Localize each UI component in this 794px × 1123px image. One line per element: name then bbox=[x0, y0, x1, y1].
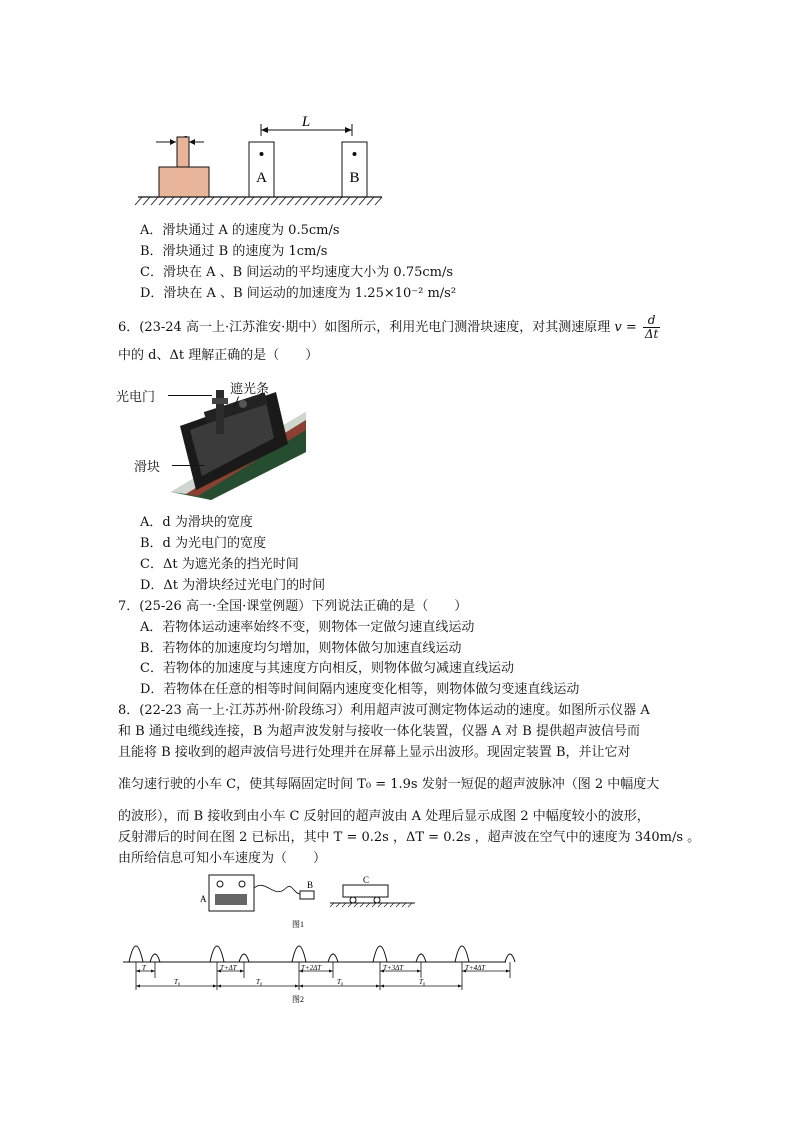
device-b bbox=[300, 891, 314, 899]
delay-label-4: T+3ΔT bbox=[383, 964, 404, 972]
period-label-3: T₀ bbox=[337, 978, 344, 986]
q5-option-d: D．滑块在 A 、B 间运动的加速度为 1.25×10⁻² m/s² bbox=[140, 286, 457, 301]
q6-formula-num: d bbox=[643, 314, 661, 328]
q6-option-b: B．d 为光电门的宽度 bbox=[140, 536, 267, 551]
fig2-caption: 图2 bbox=[292, 995, 304, 1004]
photo-label-slider: 滑块 bbox=[134, 460, 161, 475]
q8-figure-1 bbox=[200, 872, 430, 932]
delay-label-2: T+ΔT bbox=[220, 964, 237, 972]
q5-option-b: B．滑块通过 B 的速度为 1cm/s bbox=[140, 244, 328, 259]
q5-option-c: C．滑块在 A 、B 间运动的平均速度大小为 0.75cm/s bbox=[140, 265, 454, 280]
q6-option-a: A．d 为滑块的宽度 bbox=[140, 515, 253, 530]
period-label-4: T₀ bbox=[419, 978, 426, 986]
q8-line-2: 和 B 通过电缆线连接，B 为超声波发射与接收一体化装置，仪器 A 对 B 提供超声波信号而 bbox=[118, 724, 640, 739]
q8-line-4: 准匀速行驶的小车 C，使其每隔固定时间 T₀ = 1.9s 发射一短促的超声波脉冲（图 2 中幅度大 bbox=[118, 777, 660, 792]
big-pulse-5 bbox=[455, 946, 469, 962]
q8-line-3: 且能将 B 接收到的超声波信号进行处理并在屏幕上显示出波形。现固定装置 B，并让它对 bbox=[118, 745, 631, 760]
photogate-figure bbox=[130, 108, 390, 212]
period-label-1: T₀ bbox=[174, 978, 181, 986]
small-pulse-1 bbox=[150, 954, 160, 962]
delay-label-3: T+2ΔT bbox=[301, 964, 322, 972]
q6-option-c: C．Δt 为遮光条的挡光时间 bbox=[140, 557, 299, 572]
slider-block bbox=[159, 167, 209, 197]
q8-line-1: 8．(22-23 高一上·江苏苏州·阶段练习）利用超声波可测定物体运动的速度。如图所示仪器 A bbox=[118, 703, 650, 718]
q6-formula bbox=[614, 313, 662, 341]
q6-stem-line1: 6．(23-24 高一上·江苏淮安·期中）如图所示，利用光电门测滑块速度，对其测速原理 bbox=[118, 320, 611, 335]
q6-formula-fraction bbox=[643, 314, 661, 341]
q7-option-c: C．若物体的加速度与其速度方向相反，则物体做匀减速直线运动 bbox=[140, 661, 514, 676]
gate-a-label: A bbox=[256, 170, 267, 186]
label-c: C bbox=[363, 875, 370, 885]
q8-line-7: 由所给信息可知小车速度为（ ） bbox=[118, 851, 327, 866]
fig1-caption: 图1 bbox=[292, 920, 304, 929]
label-L: L bbox=[301, 114, 311, 130]
photo-label-strip: 遮光条 bbox=[230, 382, 270, 397]
big-pulse-4 bbox=[373, 946, 387, 962]
q8-figure-2 bbox=[120, 934, 520, 1008]
q7-option-a: A．若物体运动速率始终不变，则物体一定做匀速直线运动 bbox=[140, 620, 475, 635]
q6-stem bbox=[118, 314, 662, 341]
small-pulse-5 bbox=[505, 954, 515, 962]
q6-formula-lhs: v = bbox=[614, 320, 637, 335]
q5-option-a: A．滑块通过 A 的速度为 0.5cm/s bbox=[140, 223, 340, 238]
period-label-2: T₀ bbox=[256, 978, 263, 986]
small-pulse-2 bbox=[239, 954, 249, 962]
small-pulse-3 bbox=[328, 954, 338, 962]
q6-stem-line2: 中的 d、Δt 理解正确的是（ ） bbox=[118, 348, 319, 363]
q7-option-d: D．若物体在任意的相等时间间隔内速度变化相等，则物体做匀变速直线运动 bbox=[140, 682, 580, 697]
q6-formula-den: Δt bbox=[644, 327, 659, 341]
delay-label-5: T+4ΔT bbox=[465, 964, 486, 972]
gate-b-label: B bbox=[349, 170, 360, 186]
small-pulse-4 bbox=[416, 954, 426, 962]
instrument-a bbox=[209, 875, 254, 911]
q6-option-d: D．Δt 为滑块经过光电门的时间 bbox=[140, 578, 326, 593]
big-pulse-1 bbox=[129, 946, 143, 962]
big-pulse-3 bbox=[292, 946, 306, 962]
q8-line-6: 反射滞后的时间在图 2 已标出，其中 T = 0.2s ，ΔT = 0.2s ，超声波在空气中的速度为 340m/s 。 bbox=[118, 830, 701, 845]
delay-label-1: T bbox=[142, 964, 146, 972]
q7-option-b: B．若物体的加速度均匀增加，则物体做匀加速直线运动 bbox=[140, 641, 462, 656]
photogate-photo bbox=[116, 372, 308, 502]
photo-label-gate: 光电门 bbox=[116, 390, 156, 405]
q7-stem: 7．(25-26 高一·全国·课堂例题）下列说法正确的是（ ） bbox=[118, 599, 468, 614]
label-a: A bbox=[200, 894, 207, 904]
car-c bbox=[343, 885, 388, 897]
big-pulse-2 bbox=[210, 946, 224, 962]
shading-strip bbox=[177, 137, 189, 167]
q8-line-5: 的波形），而 B 接收到由小车 C 反射回的超声波由 A 处理后显示成图 2 中幅度较小的波形， bbox=[118, 809, 650, 824]
label-b: B bbox=[307, 880, 314, 890]
